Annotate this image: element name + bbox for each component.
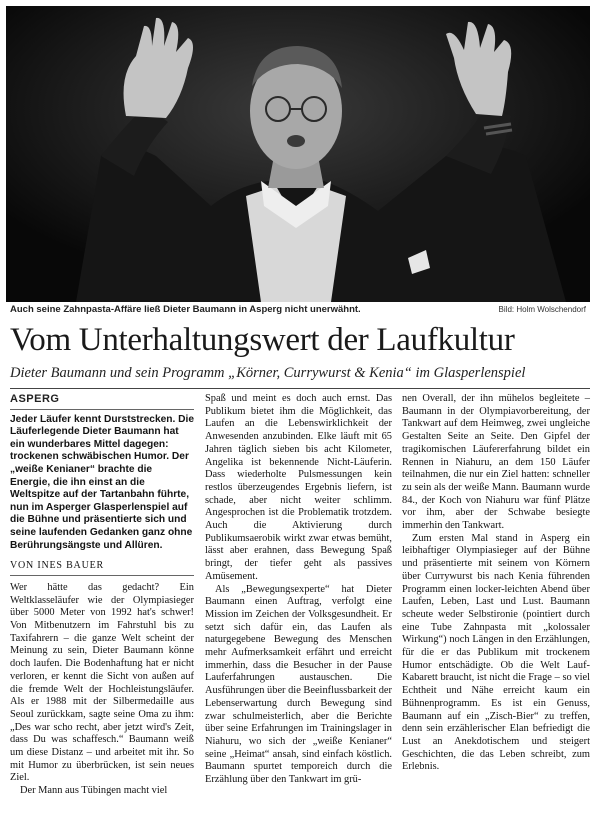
header-divider (10, 388, 590, 389)
body-paragraph: Wer hätte das gedacht? Ein Weltklasseläufer wie der Olympiasieger über 5000 Meter von 1992 hat's schwer! Von Mitbenutzern im Fahrstuhl bis zu Taxifahrern – die ganze Welt scheint der Meinung zu sein, Dieter Baumann könne doch laufen. Die Bodenhaftung hat er nicht verloren, er kennt die Sicht von außen auf die fremde Welt der Hochleistungsläufer. Als er 1988 mit der Silbermedaille aus Seoul zurückkam, sagte seine Oma zu ihm: „Des war scho recht, aber jetzt wird's Zeit, dass Du was schaffesch.“ Baumann weiß um diese Distanz – und arbeitet mit ihr. So mit Humor zu überbrücken, ist sein neues Ziel. (10, 581, 194, 784)
photo-credit: Bild: Holm Wolschendorf (498, 305, 586, 314)
article-subheadline: Dieter Baumann und sein Programm „Körner, Currywurst & Kenia“ im Glasperlenspiel (10, 365, 526, 381)
article-photo (6, 6, 590, 302)
column-3 (402, 393, 590, 774)
photo-caption-row (10, 303, 590, 317)
lead-paragraph: Jeder Läufer kennt Durststrecken. Die Läuferlegende Dieter Baumann hat ein wunderbares Mittel dagegen: trockenen schwäbischen Humor. Der „weiße Kenianer“ brachte die Energie, die ihn einst an die Weltspitze auf der Tartanbahn führte, nun im Asperger Glasperlenspiel auf die Bühne und präsentierte sich und seine laufenden Gedanken ganz ohne Berührungsängste und Allüren. (10, 413, 195, 551)
dateline: ASPERG (10, 393, 194, 410)
column-1 (10, 393, 194, 798)
body-paragraph: Spaß und meint es doch auch ernst. Das Publikum bietet ihm die Möglichkeit, das Laufen an die Lebenswirklichkeit der Anwesenden anzubinden. Elke läuft mit 65 Jahren täglich sieben bis acht Kilometer, Angelika ist bekennende Nicht-Läuferin. Dass wiederholte Pulsmessungen kein restlos überzeugendes Ergebnis liefern, ist schade, aber nicht weiter schlimm. Angesprochen ist die Problematik trotzdem. Auch die Aktivierung durch Publikumsaerobik wirkt zwar etwas bemüht, lässt aber erahnen, dass Bewegung Spaß bringt, der tiefer geht als passives Amüsement. (205, 393, 392, 582)
column-2 (205, 393, 392, 787)
body-paragraph: Zum ersten Mal stand in Asperg ein leibhaftiger Olympiasieger auf der Bühne und präsentierte mit seinem von Körnern über Currywurst bis nach Kenia führenden Programm einen locker-leichten Abend über Laufen, Leben, Last und Lust. Baumann scheute weder Selbstironie (pointiert durch eine Tube Zahnpasta mit „kolossaler Wirkung“) noch Längen in den Erzählungen, für die er das Publikum mit trockenem Humor entschädigte. Ob die Welt Lauf-Kabarett braucht, ist nicht die Frage – so viel Echtheit und Nähe erreicht kaum ein Bühnenprogramm. Es ist ein Genuss, Baumann auf ein „Zisch-Bier“ zu treffen, denn sein erzählerischer Elan befriedigt die Lust an Anekdotischem und steigert Geschichten, die das Leben schreibt, zum Erlebnis. (402, 532, 590, 773)
article-headline: Vom Unterhaltungswert der Laufkultur (10, 322, 515, 358)
author-line: VON INES BAUER (10, 560, 194, 576)
body-paragraph: Als „Bewegungsexperte“ hat Dieter Baumann einen Auftrag, verfolgt eine Mission im Zeichen der Volksgesundheit. Er setzt sich dafür ein, das Laufen als naturgegebene Bewegung des Menschen mehr Aufmerksamkeit erfährt und erreicht immerhin, dass die Besucher in der Pause Lauferfahrungen austauschen. Die Ausführungen über die Beeinflussbarkeit der Lebenserwartung durch Bewegung sind zwar schulmeisterlich, aber die Berichte über seine Erfahrungen im Trainingslager in Niahuru, wo sich der „weiße Kenianer“ seine „Heimat“ ansah, sind einfach köstlich. Baumann spurtet temporeich durch die Erzählung über den Tankwart im grü- (205, 583, 392, 786)
body-paragraph: Der Mann aus Tübingen macht viel (20, 785, 168, 797)
photo-caption: Auch seine Zahnpasta-Affäre ließ Dieter Baumann in Asperg nicht unerwähnt. (10, 304, 361, 315)
body-paragraph: nen Overall, der ihn mühelos begleitete – Baumann in der Olympiavorbereitung, der Tankwart auf dem Heimweg, zwei ungleiche Gestalten Seite an Seite. Den Gipfel der tragikomischen Läufererfahrung bildet ein Rennen in Niahuru, an dem 150 Läufer teilnahmen, die nur ein Ziel hatten: schneller zu sein als der weiße Mann. Baumann wurde 84., der Koch von Niahuru war fünf Plätze vor ihm, aber der Schwabe besiegte immerhin den Tankwart. (402, 393, 590, 532)
